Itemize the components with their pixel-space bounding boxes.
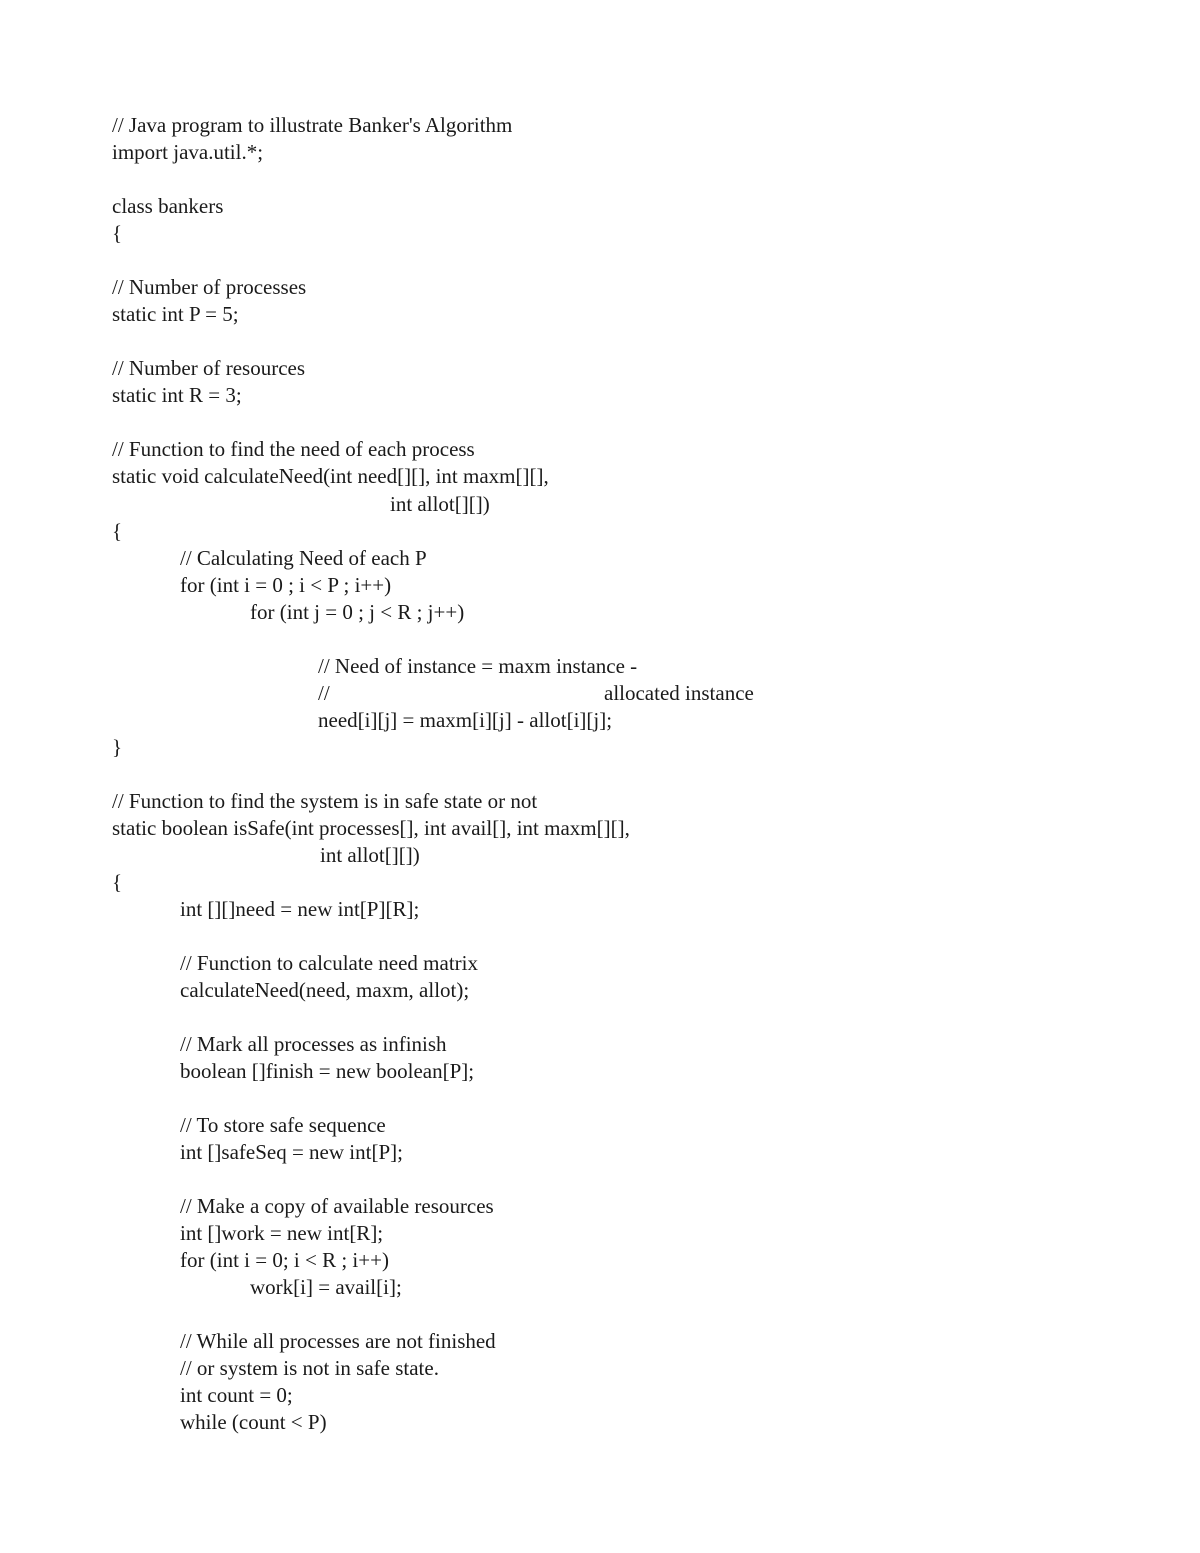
code-line: // Need of instance = maxm instance - xyxy=(318,654,638,678)
code-line: for (int i = 0 ; i < P ; i++) xyxy=(180,573,392,597)
code-line: int [][]need = new int[P][R]; xyxy=(180,897,420,921)
code-line: need[i][j] = maxm[i][j] - allot[i][j]; xyxy=(318,708,613,732)
code-line: int allot[][]) xyxy=(320,843,420,867)
code-line: // To store safe sequence xyxy=(180,1113,386,1137)
code-line: int []safeSeq = new int[P]; xyxy=(180,1140,403,1164)
code-line: { xyxy=(112,519,123,543)
code-line: // Function to find the need of each process xyxy=(112,437,475,461)
code-line: // Mark all processes as infinish xyxy=(180,1032,447,1056)
code-line: int count = 0; xyxy=(180,1383,293,1407)
code-line: // Number of resources xyxy=(112,356,306,380)
code-line: // xyxy=(318,681,330,705)
code-line: // Make a copy of available resources xyxy=(180,1194,494,1218)
code-line: static int R = 3; xyxy=(112,383,242,407)
code-line: // Calculating Need of each P xyxy=(180,546,427,570)
code-line: import java.util.*; xyxy=(112,140,264,164)
code-line: static boolean isSafe(int processes[], int avail[], int maxm[][], xyxy=(112,816,630,840)
code-line: // While all processes are not finished xyxy=(180,1329,496,1353)
code-line: while (count < P) xyxy=(180,1410,327,1434)
code-line: // Function to find the system is in safe state or not xyxy=(112,789,538,813)
code-line: work[i] = avail[i]; xyxy=(250,1275,402,1299)
code-line: for (int j = 0 ; j < R ; j++) xyxy=(250,600,465,624)
code-line: { xyxy=(112,870,123,894)
code-line: static void calculateNeed(int need[][], int maxm[][], xyxy=(112,464,549,488)
code-line: static int P = 5; xyxy=(112,302,239,326)
code-line: int []work = new int[R]; xyxy=(180,1221,384,1245)
code-line: boolean []finish = new boolean[P]; xyxy=(180,1059,475,1083)
code-line: int allot[][]) xyxy=(390,492,490,516)
code-line: // Number of processes xyxy=(112,275,307,299)
code-line: calculateNeed(need, maxm, allot); xyxy=(180,978,470,1002)
code-line: { xyxy=(112,221,123,245)
code-line: for (int i = 0; i < R ; i++) xyxy=(180,1248,389,1272)
code-line: class bankers xyxy=(112,194,224,218)
code-line: // Java program to illustrate Banker's Algorithm xyxy=(112,113,513,137)
code-line: // Function to calculate need matrix xyxy=(180,951,478,975)
code-line: allocated instance xyxy=(604,681,754,705)
code-line: // or system is not in safe state. xyxy=(180,1356,439,1380)
code-line: } xyxy=(112,735,123,759)
